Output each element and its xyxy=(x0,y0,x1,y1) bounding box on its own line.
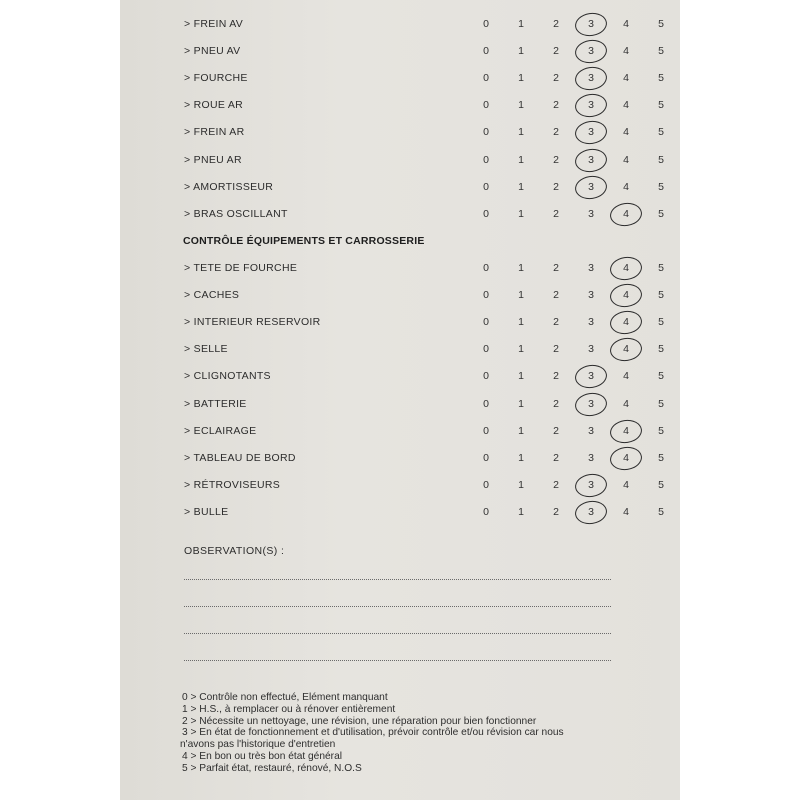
score-2: 2 xyxy=(553,424,559,437)
score-2: 2 xyxy=(553,505,559,518)
score-1: 1 xyxy=(518,397,524,410)
score-2: 2 xyxy=(553,478,559,491)
item-label: > RÉTROVISEURS xyxy=(184,478,281,491)
score-4: 4 xyxy=(623,153,629,166)
selected-score-circle xyxy=(609,201,644,228)
selected-score-circle xyxy=(574,65,609,92)
selected-score-circle xyxy=(609,309,644,336)
score-0: 0 xyxy=(483,343,489,356)
legend-line: 0 > Contrôle non effectué, Elément manquant xyxy=(182,692,388,703)
selected-score-circle xyxy=(574,173,609,200)
score-2: 2 xyxy=(553,99,559,112)
item-label: > FOURCHE xyxy=(184,72,248,85)
score-4: 4 xyxy=(623,99,629,112)
score-4: 4 xyxy=(623,316,629,329)
rating-legend xyxy=(182,692,642,775)
score-2: 2 xyxy=(553,18,559,30)
score-3: 3 xyxy=(588,424,594,437)
score-4: 4 xyxy=(623,18,629,30)
score-3: 3 xyxy=(588,207,594,220)
score-1: 1 xyxy=(518,478,524,491)
selected-score-circle xyxy=(574,119,609,146)
score-2: 2 xyxy=(553,153,559,166)
score-1: 1 xyxy=(518,424,524,437)
score-1: 1 xyxy=(518,343,524,356)
legend-line: 5 > Parfait état, restauré, rénové, N.O.S xyxy=(182,762,362,774)
rating-row xyxy=(184,316,664,336)
score-1: 1 xyxy=(518,180,524,193)
score-0: 0 xyxy=(483,45,489,58)
score-5: 5 xyxy=(658,370,664,383)
observation-line xyxy=(184,606,611,607)
score-4: 4 xyxy=(623,397,629,410)
score-2: 2 xyxy=(553,262,559,274)
score-1: 1 xyxy=(518,153,524,166)
score-2: 2 xyxy=(553,72,559,85)
score-5: 5 xyxy=(658,505,664,518)
score-0: 0 xyxy=(483,153,489,166)
score-1: 1 xyxy=(518,370,524,383)
score-5: 5 xyxy=(658,180,664,193)
rating-row xyxy=(184,126,664,146)
score-5: 5 xyxy=(658,72,664,85)
score-5: 5 xyxy=(658,424,664,437)
score-0: 0 xyxy=(483,262,489,274)
observation-line xyxy=(184,660,611,661)
item-label: > TETE DE FOURCHE xyxy=(184,262,298,274)
score-4: 4 xyxy=(623,126,629,139)
rating-row xyxy=(184,370,664,390)
legend-line: 4 > En bon ou très bon état général xyxy=(182,750,343,762)
item-label: > CLIGNOTANTS xyxy=(184,370,271,383)
rating-row xyxy=(184,452,664,472)
score-1: 1 xyxy=(518,126,524,139)
item-label: > ROUE AR xyxy=(184,99,244,112)
score-3: 3 xyxy=(588,99,594,112)
section-title: CONTRÔLE ÉQUIPEMENTS ET CARROSSERIE xyxy=(183,235,425,247)
score-4: 4 xyxy=(623,207,629,220)
score-5: 5 xyxy=(658,18,664,30)
score-5: 5 xyxy=(658,262,664,274)
score-5: 5 xyxy=(658,153,664,166)
score-0: 0 xyxy=(483,126,489,139)
score-3: 3 xyxy=(588,180,594,193)
score-5: 5 xyxy=(658,207,664,220)
score-2: 2 xyxy=(553,370,559,383)
rating-row xyxy=(184,72,664,92)
score-0: 0 xyxy=(483,289,489,302)
score-4: 4 xyxy=(623,370,629,383)
score-2: 2 xyxy=(553,316,559,329)
score-3: 3 xyxy=(588,18,594,30)
score-4: 4 xyxy=(623,343,629,356)
legend-line: 3 > En état de fonctionnement et d'utilisation, prévoir contrôle et/ou révision car nous xyxy=(182,727,564,739)
item-label: > SELLE xyxy=(184,343,228,356)
score-4: 4 xyxy=(623,72,629,85)
item-label: > PNEU AV xyxy=(184,45,241,58)
score-2: 2 xyxy=(553,451,559,464)
selected-score-circle xyxy=(574,146,609,173)
selected-score-circle xyxy=(609,336,644,363)
rating-row xyxy=(184,208,664,228)
item-label: > ECLAIRAGE xyxy=(184,424,257,437)
score-4: 4 xyxy=(623,478,629,491)
item-label: > INTERIEUR RESERVOIR xyxy=(184,316,321,329)
score-0: 0 xyxy=(483,180,489,193)
legend-line: 1 > H.S., à remplacer ou à rénover entièrement xyxy=(182,703,396,715)
selected-score-circle xyxy=(609,282,644,309)
score-0: 0 xyxy=(483,397,489,410)
selected-score-circle xyxy=(574,92,609,119)
score-5: 5 xyxy=(658,45,664,58)
rating-row xyxy=(184,425,664,445)
selected-score-circle xyxy=(609,445,644,472)
score-3: 3 xyxy=(588,289,594,302)
selected-score-circle xyxy=(574,363,609,390)
score-0: 0 xyxy=(483,316,489,329)
score-0: 0 xyxy=(483,451,489,464)
rating-row xyxy=(184,154,664,174)
score-4: 4 xyxy=(623,45,629,58)
score-3: 3 xyxy=(588,478,594,491)
score-5: 5 xyxy=(658,451,664,464)
score-2: 2 xyxy=(553,126,559,139)
score-3: 3 xyxy=(588,343,594,356)
score-0: 0 xyxy=(483,478,489,491)
item-label: > BRAS OSCILLANT xyxy=(184,207,288,220)
item-label: > BULLE xyxy=(184,505,229,518)
score-1: 1 xyxy=(518,451,524,464)
score-1: 1 xyxy=(518,316,524,329)
rating-row xyxy=(184,181,664,201)
score-2: 2 xyxy=(553,289,559,302)
score-3: 3 xyxy=(588,45,594,58)
selected-score-circle xyxy=(574,472,609,499)
score-1: 1 xyxy=(518,18,524,30)
legend-line: 2 > Nécessite un nettoyage, une révision, une réparation pour bien fonctionner xyxy=(182,715,537,727)
rating-row xyxy=(184,262,664,282)
item-label: > PNEU AR xyxy=(184,153,242,166)
score-0: 0 xyxy=(483,424,489,437)
score-5: 5 xyxy=(658,316,664,329)
item-label: > CACHES xyxy=(184,289,240,302)
score-0: 0 xyxy=(483,72,489,85)
score-2: 2 xyxy=(553,343,559,356)
legend-line: n'avons pas l'historique d'entretien xyxy=(180,739,336,751)
score-5: 5 xyxy=(658,478,664,491)
score-4: 4 xyxy=(623,424,629,437)
item-label: > FREIN AR xyxy=(184,126,245,139)
score-3: 3 xyxy=(588,153,594,166)
score-4: 4 xyxy=(623,289,629,302)
rating-row xyxy=(184,18,664,38)
observation-label: OBSERVATION(S) : xyxy=(184,545,285,557)
score-4: 4 xyxy=(623,505,629,518)
rating-row xyxy=(184,343,664,363)
score-2: 2 xyxy=(553,45,559,58)
score-5: 5 xyxy=(658,126,664,139)
score-1: 1 xyxy=(518,99,524,112)
score-0: 0 xyxy=(483,18,489,30)
score-0: 0 xyxy=(483,207,489,220)
rating-row xyxy=(184,479,664,499)
observation-line xyxy=(184,633,611,634)
score-2: 2 xyxy=(553,180,559,193)
score-1: 1 xyxy=(518,45,524,58)
score-1: 1 xyxy=(518,289,524,302)
rating-row xyxy=(184,99,664,119)
score-3: 3 xyxy=(588,505,594,518)
score-5: 5 xyxy=(658,343,664,356)
rating-row xyxy=(184,289,664,309)
score-5: 5 xyxy=(658,289,664,302)
score-3: 3 xyxy=(588,316,594,329)
item-label: > TABLEAU DE BORD xyxy=(184,451,296,464)
score-2: 2 xyxy=(553,207,559,220)
item-label: > AMORTISSEUR xyxy=(184,180,274,193)
score-0: 0 xyxy=(483,505,489,518)
score-3: 3 xyxy=(588,126,594,139)
score-1: 1 xyxy=(518,207,524,220)
score-2: 2 xyxy=(553,397,559,410)
rating-row xyxy=(184,398,664,418)
score-0: 0 xyxy=(483,99,489,112)
selected-score-circle xyxy=(609,417,644,444)
score-0: 0 xyxy=(483,370,489,383)
selected-score-circle xyxy=(574,390,609,417)
selected-score-circle xyxy=(609,255,644,282)
observation-line xyxy=(184,579,611,580)
score-3: 3 xyxy=(588,397,594,410)
selected-score-circle xyxy=(574,11,609,38)
score-4: 4 xyxy=(623,180,629,193)
score-4: 4 xyxy=(623,262,629,274)
rating-row xyxy=(184,45,664,65)
score-3: 3 xyxy=(588,370,594,383)
score-1: 1 xyxy=(518,262,524,274)
inspection-sheet xyxy=(120,0,680,800)
item-label: > FREIN AV xyxy=(184,18,244,30)
score-5: 5 xyxy=(658,397,664,410)
score-3: 3 xyxy=(588,72,594,85)
score-3: 3 xyxy=(588,262,594,274)
score-1: 1 xyxy=(518,505,524,518)
score-3: 3 xyxy=(588,451,594,464)
score-1: 1 xyxy=(518,72,524,85)
score-4: 4 xyxy=(623,451,629,464)
selected-score-circle xyxy=(574,499,609,526)
item-label: > BATTERIE xyxy=(184,397,247,410)
score-5: 5 xyxy=(658,99,664,112)
selected-score-circle xyxy=(574,38,609,65)
rating-row xyxy=(184,506,664,526)
